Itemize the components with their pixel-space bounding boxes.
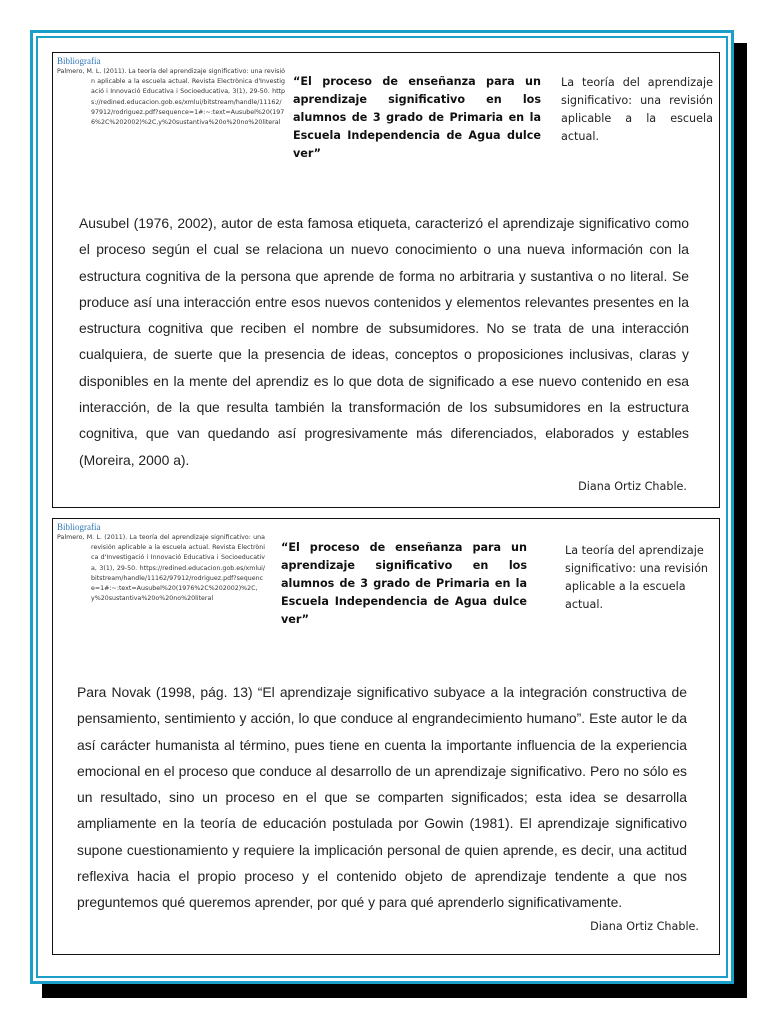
- source-title-note: La teoría del aprendizaje significativo: una revisión aplicable a la escuela actual.: [565, 544, 709, 611]
- bibliography-heading: Bibliografía: [57, 56, 101, 66]
- summary-paragraph: Ausubel (1976, 2002), autor de esta famosa etiqueta, caracterizó el aprendizaje significativo como el proceso según el cual se relaciona un nuevo conocimiento o una nueva información con la estructura cognitiva de la persona que aprende de forma no arbitraria y sustantiva o no literal. Se produce así una interacción entre esos nuevos contenidos y elementos relevantes presentes en la estructura cognitiva que reciben el nombre de subsumidores. No se trata de una interacción cualquiera, de suerte que la presencia de ideas, conceptos o proposiciones inclusivas, claras y disponibles en la mente del aprendiz es lo que dota de significado a ese nuevo contenido en esa interacción, de la que resulta también la transformación de los subsumidores en la estructura cognitiva, que van quedando así progresivamente más diferenciados, elaborados y estables (Moreira, 2000 a).: [79, 215, 689, 468]
- author-signature: Diana Ortiz Chable.: [578, 480, 687, 493]
- bibliography-reference: Palmero, M. L. (2011). La teoría del aprendizaje significativo: una revisión aplicable a la escuela actual. Revista Electrònica d'Investigació i Innovació Educativa i Socioeducativa, 3(1), 29-50. https://redined.educacion.gob.es/xmlui/bitstream/handle/11162/97912/rodriguez.pdf?sequence=1#:~:text=Ausubel%20(1976%2C%202002)%2C,y%20sustantiva%20o%20no%20literal: [57, 68, 285, 127]
- bibliography-reference: Palmero, M. L. (2011). La teoría del aprendizaje significativo: una revisión aplicable a la escuela actual. Revista Electrònica d'Investigació i Innovació Educativa i Socioeducativa, 3(1), 29-50. https://redined.educacion.gob.es/xmlui/bitstream/handle/11162/97912/rodriguez.pdf?sequence=1#:~:text=Ausubel%20(1976%2C%202002)%2C,y%20sustantiva%20o%20no%20literal: [57, 534, 265, 603]
- summary-paragraph: Para Novak (1998, pág. 13) “El aprendizaje significativo subyace a la integración constructiva de pensamiento, sentimiento y acción, lo que conduce al engrandecimiento humano”. Este autor le da así carácter humanista al término, pues tiene en cuenta la importante influencia de la experiencia emocional en el proceso que conduce al desarrollo de un aprendizaje significativo. Pero no sólo es un resultado, sino un proceso en el que se comparten significados; esta idea se desarrolla ampliamente en la teoría de educación postulada por Gowin (1981). El aprendizaje significativo supone cuestionamiento y requiere la implicación personal de quien aprende, es decir, una actitud reflexiva hacia el propio proceso y el contenido objeto de aprendizaje tendente a que nos preguntemos qué queremos aprender, por qué y para qué aprenderlo significativamente.: [77, 684, 687, 911]
- bibliography-heading: Bibliografía: [57, 522, 101, 532]
- author-signature: Diana Ortiz Chable.: [590, 920, 699, 933]
- summary-card: [52, 52, 720, 508]
- source-title-note: La teoría del aprendizaje significativo: una revisión aplicable a la escuela actual.: [561, 76, 713, 143]
- article-title: “El proceso de enseñanza para un aprendizaje significativo en los alumnos de 3 grado de Primaria en la Escuela Independencia de Agua dulce ver”: [281, 541, 527, 626]
- article-title: “El proceso de enseñanza para un aprendizaje significativo en los alumnos de 3 grado de Primaria en la Escuela Independencia de Agua dulce ver”: [293, 75, 541, 160]
- summary-card: [52, 518, 720, 955]
